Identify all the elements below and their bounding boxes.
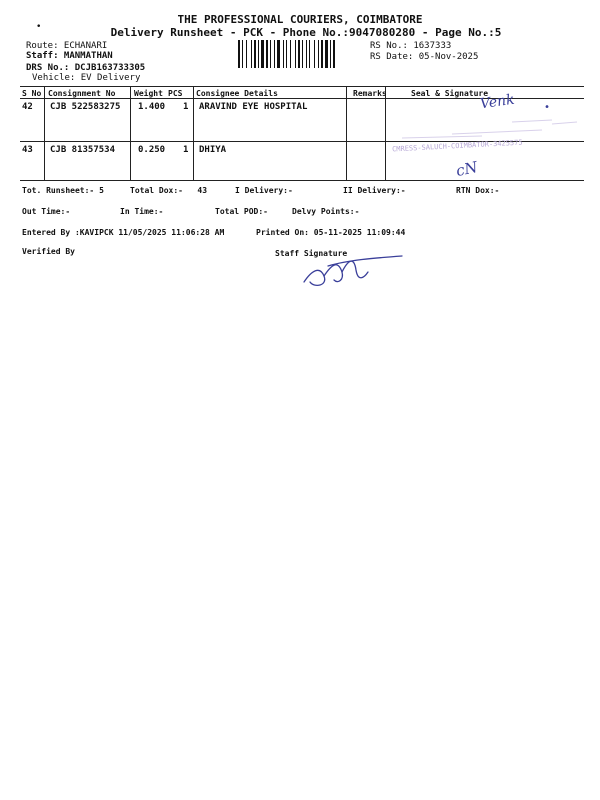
row-consignee: DHIYA — [199, 145, 227, 155]
delvy-points: Delvy Points:- — [292, 207, 360, 216]
col-divider-4 — [346, 86, 347, 180]
row-sno: 43 — [22, 145, 33, 155]
route-label: Route: ECHANARI — [26, 41, 108, 51]
row-consignment: CJB 522583275 — [50, 102, 121, 112]
total-dox: Total Dox:- 43 — [130, 186, 208, 195]
staff-label: Staff: MANMATHAN — [26, 51, 113, 61]
drs-number: DRS No.: DCJB163733305 — [26, 63, 146, 73]
seal-dot: • — [544, 102, 551, 113]
stamp-smudge — [392, 110, 582, 150]
row-consignment: CJB 81357534 — [50, 145, 116, 155]
col-header-seal: Seal & Signature — [411, 89, 489, 98]
col-header-sno: S No — [22, 89, 42, 98]
row-pcs: 1 — [183, 145, 189, 155]
staff-signature-scribble — [298, 252, 408, 294]
rtn-dox: RTN Dox:- — [456, 186, 500, 195]
col-header-weight: Weight — [134, 89, 163, 98]
row-weight: 0.250 — [138, 145, 166, 155]
rs-date: RS Date: 05-Nov-2025 — [370, 52, 479, 62]
row-weight: 1.400 — [138, 102, 166, 112]
i-delivery: I Delivery:- — [235, 186, 293, 195]
printed-on: Printed On: 05-11-2025 11:09:44 — [256, 228, 406, 237]
company-title: THE PROFESSIONAL COURIERS, COIMBATORE — [177, 13, 423, 26]
entered-by: Entered By :KAVIPCK 11/05/2025 11:06:28 AM — [22, 228, 225, 237]
col-divider-2 — [130, 86, 131, 180]
corner-mark: • — [36, 22, 42, 32]
col-header-remarks: Remarks — [353, 89, 387, 98]
company-stamp-text: CMRESS-SALUCH-COIMBATOR-3425575 — [391, 138, 523, 154]
col-divider-5 — [385, 86, 386, 180]
vehicle-label: Vehicle: EV Delivery — [32, 73, 141, 83]
tot-runsheet: Tot. Runsheet:- 5 — [22, 186, 104, 195]
col-header-consignee: Consignee Details — [196, 89, 278, 98]
row-sno: 42 — [22, 102, 33, 112]
in-time: In Time:- — [120, 207, 164, 216]
verified-by: Verified By — [22, 247, 75, 256]
row-pcs: 1 — [183, 102, 189, 112]
col-divider-1 — [44, 86, 45, 180]
table-bottom-border — [20, 180, 584, 181]
out-time: Out Time:- — [22, 207, 71, 216]
seal-signature-2: cN — [454, 157, 480, 181]
rs-number: RS No.: 1637333 — [370, 41, 452, 51]
table-top-border — [20, 86, 584, 87]
staff-signature-label: Staff Signature — [275, 249, 348, 258]
barcode — [238, 40, 366, 68]
col-header-pcs: PCS — [168, 89, 183, 98]
col-header-consignment: Consignment No — [48, 89, 116, 98]
row-consignee: ARAVIND EYE HOSPITAL — [199, 102, 308, 112]
total-pod: Total POD:- — [215, 207, 268, 216]
col-divider-3 — [193, 86, 194, 180]
ii-delivery: II Delivery:- — [343, 186, 406, 195]
seal-signature-1: Venk — [479, 91, 516, 113]
runsheet-subtitle: Delivery Runsheet - PCK - Phone No.:9047080280 - Page No.:5 — [110, 26, 502, 39]
